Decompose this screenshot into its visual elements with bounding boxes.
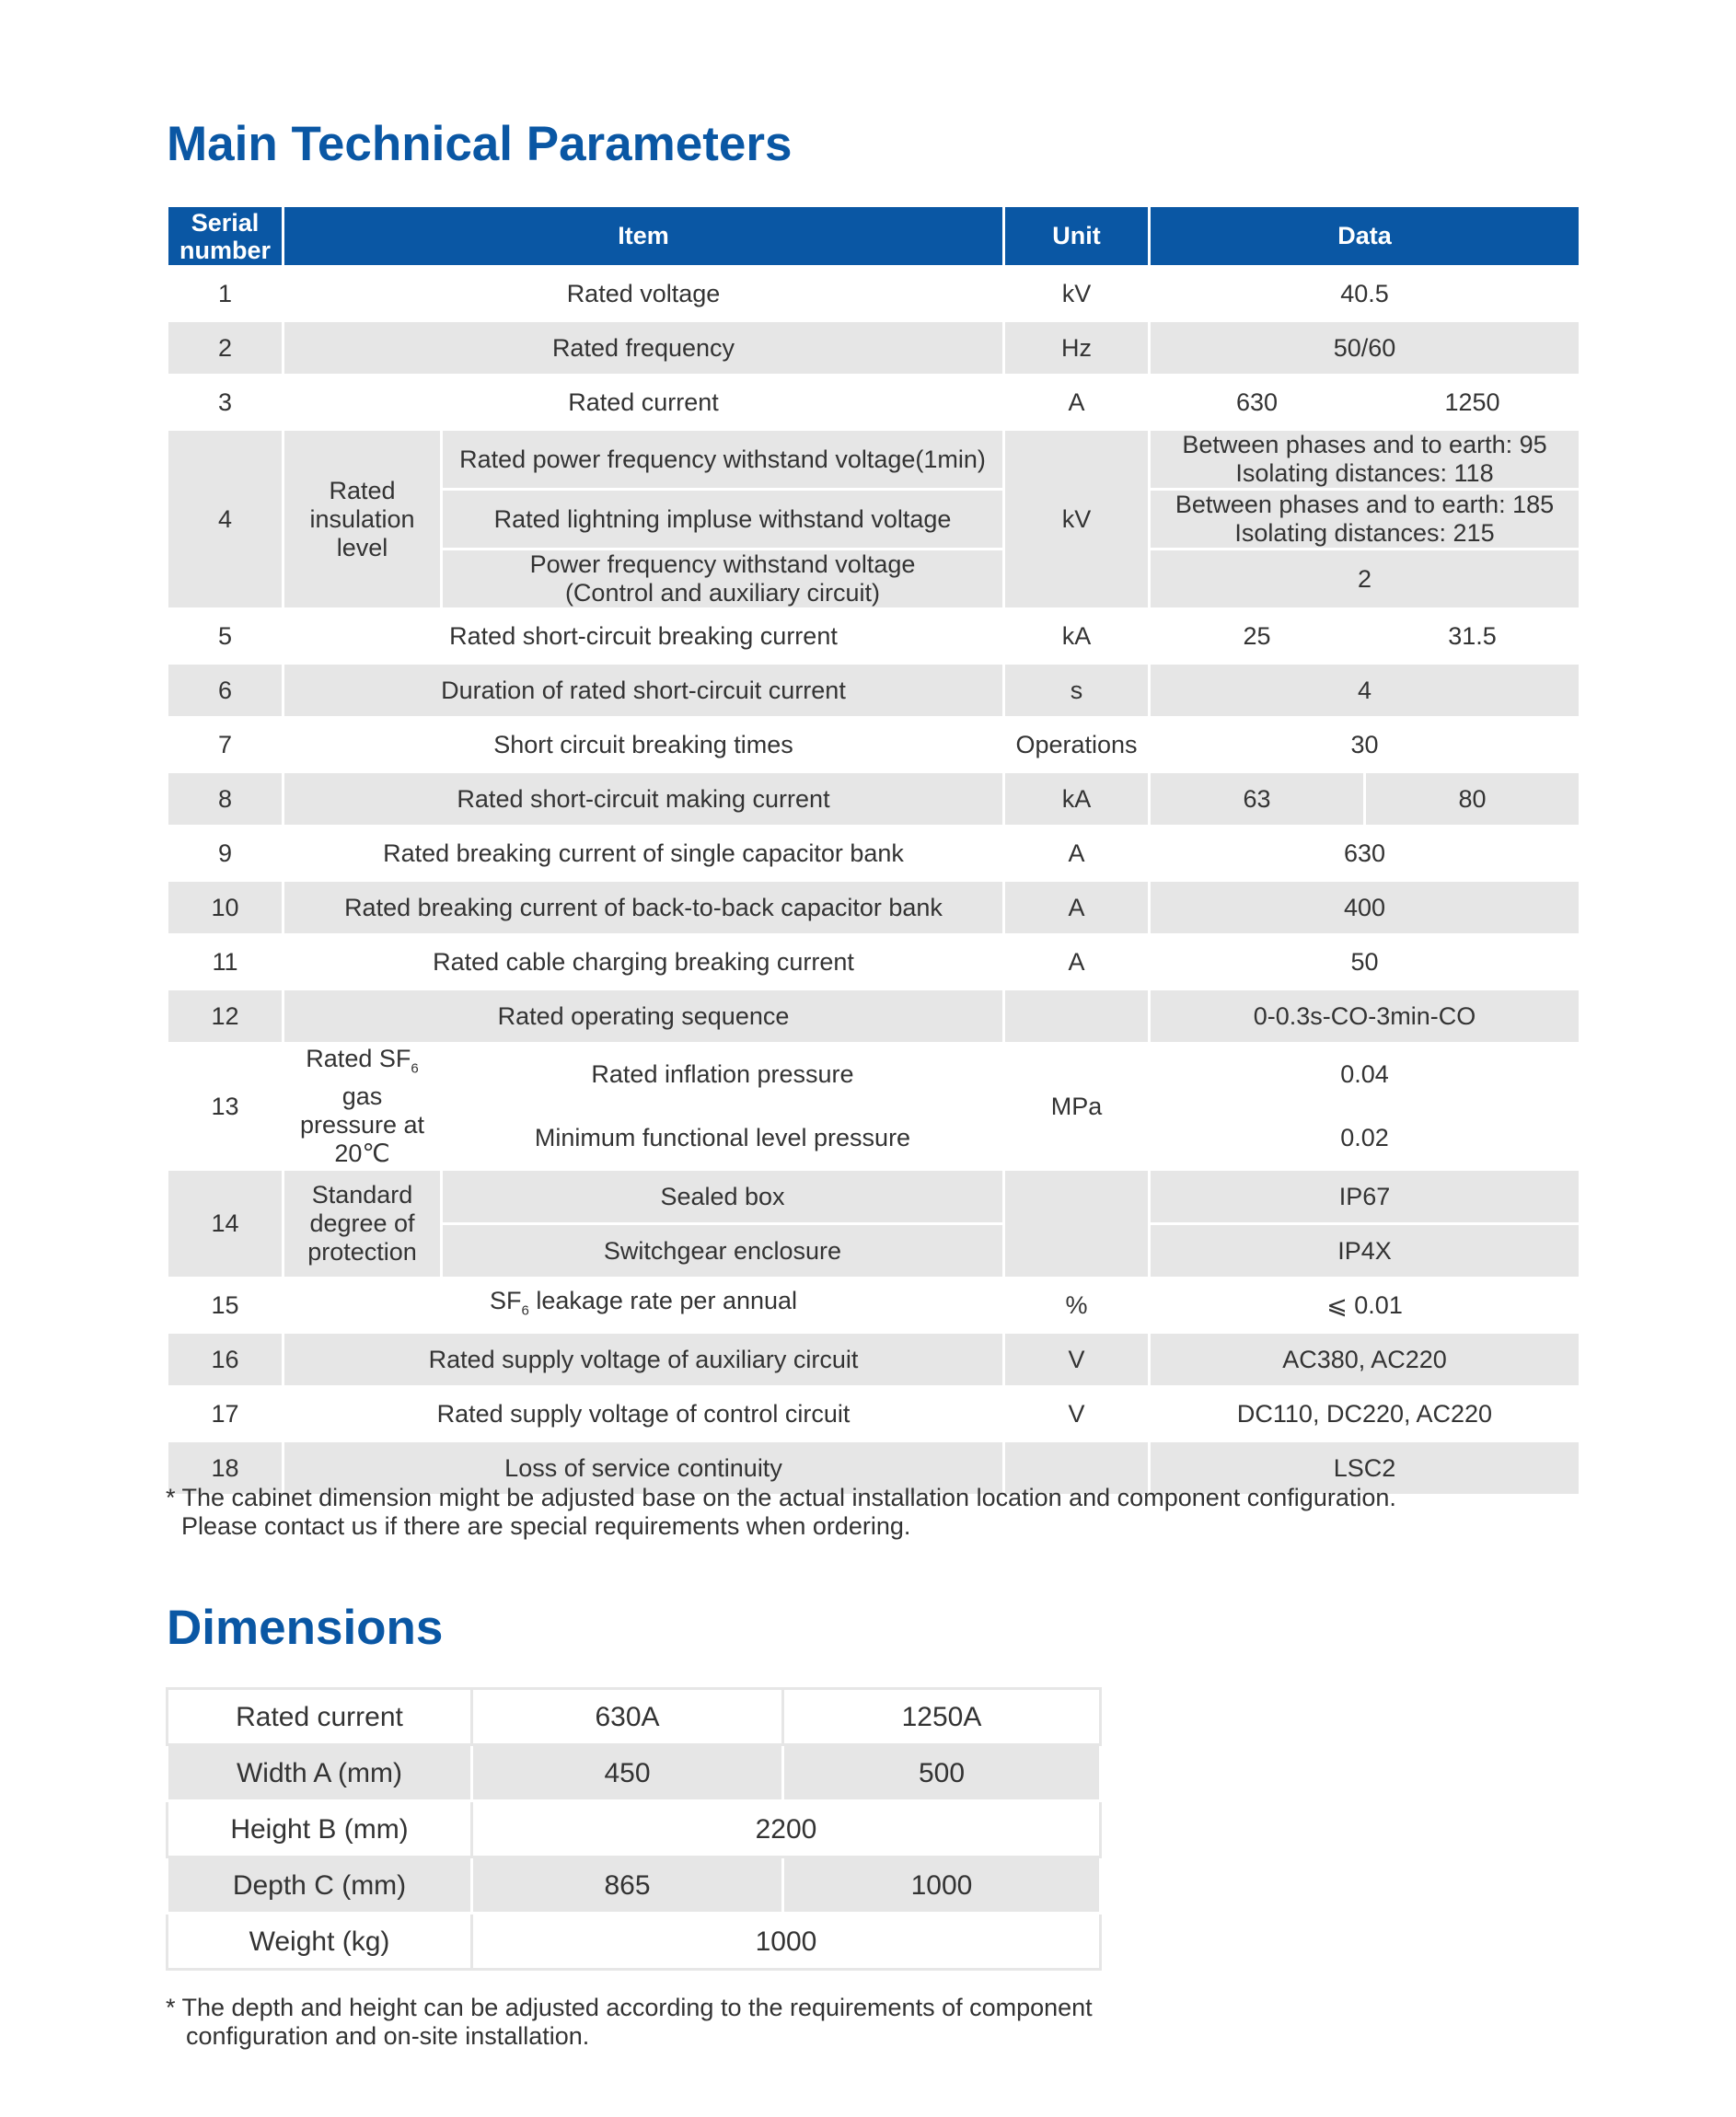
table-row <box>168 718 1580 772</box>
unit-cell: s <box>1004 664 1150 718</box>
table-row <box>168 1857 1101 1914</box>
table-row <box>168 827 1580 881</box>
item-cell: Rated current <box>284 376 1004 430</box>
serial-cell: 3 <box>168 376 284 430</box>
data-cell: 50 <box>1150 935 1580 989</box>
serial-cell: 14 <box>168 1170 284 1278</box>
serial-cell: 18 <box>168 1441 284 1496</box>
header-item: Item <box>284 206 1004 267</box>
table-row <box>168 430 1580 490</box>
dimension-label: Rated current <box>168 1689 472 1745</box>
serial-cell: 11 <box>168 935 284 989</box>
unit-cell: % <box>1004 1278 1150 1333</box>
main-technical-parameters-title: Main Technical Parameters <box>167 117 793 171</box>
item-cell: Minimum functional level pressure <box>442 1106 1004 1170</box>
dimension-label: Width A (mm) <box>168 1745 472 1801</box>
data-cell: IP67 <box>1150 1170 1580 1224</box>
item-cell: Rated breaking current of back-to-back capacitor bank <box>284 881 1004 935</box>
item-cell: Rated voltage <box>284 267 1004 321</box>
serial-cell: 17 <box>168 1387 284 1441</box>
data-cell: 50/60 <box>1150 321 1580 376</box>
table-header-row <box>168 206 1580 267</box>
header-unit: Unit <box>1004 206 1150 267</box>
serial-cell: 13 <box>168 1044 284 1170</box>
unit-cell <box>1004 989 1150 1044</box>
table-row <box>168 935 1580 989</box>
dimension-value-630a: 630A <box>472 1689 783 1745</box>
item-cell: Loss of service continuity <box>284 1441 1004 1496</box>
item-cell: Short circuit breaking times <box>284 718 1004 772</box>
data-cell: 2 <box>1150 549 1580 609</box>
item-cell: Rated power frequency withstand voltage(1min) <box>442 430 1004 490</box>
data-cell-1250: 31.5 <box>1365 609 1580 664</box>
serial-cell: 15 <box>168 1278 284 1333</box>
table-row <box>168 1801 1101 1857</box>
dimension-value-1250a: 1250A <box>783 1689 1101 1745</box>
unit-cell: kV <box>1004 430 1150 609</box>
unit-cell: kA <box>1004 772 1150 827</box>
unit-cell: kA <box>1004 609 1150 664</box>
dimension-value-1250a: 500 <box>783 1745 1101 1801</box>
dimension-value-630a: 865 <box>472 1857 783 1914</box>
table-row <box>168 1333 1580 1387</box>
item-cell: Rated short-circuit breaking current <box>284 609 1004 664</box>
data-cell: 630 <box>1150 827 1580 881</box>
item-cell: Sealed box <box>442 1170 1004 1224</box>
unit-cell: Hz <box>1004 321 1150 376</box>
data-cell: ⩽ 0.01 <box>1150 1278 1580 1333</box>
serial-cell: 4 <box>168 430 284 609</box>
data-cell: Between phases and to earth: 185 Isolating distances: 215 <box>1150 490 1580 549</box>
table-row <box>168 772 1580 827</box>
header-data: Data <box>1150 206 1580 267</box>
dimension-value-630a: 450 <box>472 1745 783 1801</box>
table-row <box>168 267 1580 321</box>
dimensions-table <box>166 1687 1102 1971</box>
table-row <box>168 989 1580 1044</box>
data-cell: 0.04 <box>1150 1044 1580 1107</box>
data-cell: 4 <box>1150 664 1580 718</box>
data-cell: 30 <box>1150 718 1580 772</box>
data-cell-630: 630 <box>1150 376 1365 430</box>
unit-cell: A <box>1004 827 1150 881</box>
serial-cell: 12 <box>168 989 284 1044</box>
item-cell: Rated breaking current of single capacitor bank <box>284 827 1004 881</box>
data-cell: 0-0.3s-CO-3min-CO <box>1150 989 1580 1044</box>
table-row <box>168 1170 1580 1224</box>
dimension-label: Depth C (mm) <box>168 1857 472 1914</box>
serial-cell: 2 <box>168 321 284 376</box>
item-cell: Rated short-circuit making current <box>284 772 1004 827</box>
group-cell: Rated insulation level <box>284 430 442 609</box>
item-cell: Rated cable charging breaking current <box>284 935 1004 989</box>
data-cell: 0.02 <box>1150 1106 1580 1170</box>
unit-cell: A <box>1004 935 1150 989</box>
dimension-label: Weight (kg) <box>168 1914 472 1970</box>
table-row <box>168 1044 1580 1107</box>
item-cell: Switchgear enclosure <box>442 1224 1004 1278</box>
table-row <box>168 1914 1101 1970</box>
item-cell: $SF_6$ leakage rate per annual <box>284 1278 1004 1333</box>
table-row <box>168 376 1580 430</box>
data-cell-630: 25 <box>1150 609 1365 664</box>
dimension-label: Height B (mm) <box>168 1801 472 1857</box>
group-cell: Standard degree of protection <box>284 1170 442 1278</box>
table-row <box>168 1278 1580 1333</box>
serial-cell: 16 <box>168 1333 284 1387</box>
table-row <box>168 609 1580 664</box>
unit-cell: MPa <box>1004 1044 1150 1170</box>
dimensions-title: Dimensions <box>167 1601 444 1655</box>
unit-cell: V <box>1004 1387 1150 1441</box>
data-cell: 40.5 <box>1150 267 1580 321</box>
cabinet-dimension-note: * The cabinet dimension might be adjusted base on the actual installation location and component configuration. Please contact us if there are special requirements when ordering. <box>166 1484 1396 1540</box>
item-cell: Power frequency withstand voltage (Control and auxiliary circuit) <box>442 549 1004 609</box>
data-cell: Between phases and to earth: 95 Isolating distances: 118 <box>1150 430 1580 490</box>
item-cell: Rated supply voltage of auxiliary circuit <box>284 1333 1004 1387</box>
item-cell: Rated lightning impluse withstand voltage <box>442 490 1004 549</box>
data-cell-1250: 1250 <box>1365 376 1580 430</box>
serial-cell: 5 <box>168 609 284 664</box>
serial-cell: 7 <box>168 718 284 772</box>
data-cell: 400 <box>1150 881 1580 935</box>
serial-cell: 9 <box>168 827 284 881</box>
table-row <box>168 1745 1101 1801</box>
unit-cell: Operations <box>1004 718 1150 772</box>
unit-cell: kV <box>1004 267 1150 321</box>
item-cell: Rated supply voltage of control circuit <box>284 1387 1004 1441</box>
table-row <box>168 881 1580 935</box>
serial-cell: 10 <box>168 881 284 935</box>
data-cell-630: 63 <box>1150 772 1365 827</box>
table-row <box>168 1689 1101 1745</box>
header-serial-number: Serial number <box>168 206 284 267</box>
group-cell: Rated $SF_6$ gas pressure at 20℃ <box>284 1044 442 1170</box>
data-cell: LSC2 <box>1150 1441 1580 1496</box>
data-cell: DC110, DC220, AC220 <box>1150 1387 1580 1441</box>
dimension-value: 1000 <box>472 1914 1101 1970</box>
item-cell: Duration of rated short-circuit current <box>284 664 1004 718</box>
item-cell: Rated frequency <box>284 321 1004 376</box>
technical-parameters-table <box>166 204 1581 1497</box>
unit-cell: V <box>1004 1333 1150 1387</box>
dimensions-note: * The depth and height can be adjusted according to the requirements of component configuration and on-site installation. <box>166 1994 1093 2050</box>
unit-cell: A <box>1004 376 1150 430</box>
data-cell: IP4X <box>1150 1224 1580 1278</box>
table-row <box>168 1387 1580 1441</box>
serial-cell: 1 <box>168 267 284 321</box>
serial-cell: 6 <box>168 664 284 718</box>
data-cell-1250: 80 <box>1365 772 1580 827</box>
item-cell: Rated inflation pressure <box>442 1044 1004 1107</box>
table-row <box>168 321 1580 376</box>
dimension-value: 2200 <box>472 1801 1101 1857</box>
unit-cell <box>1004 1170 1150 1278</box>
dimension-value-1250a: 1000 <box>783 1857 1101 1914</box>
serial-cell: 8 <box>168 772 284 827</box>
item-cell: Rated operating sequence <box>284 989 1004 1044</box>
table-row <box>168 664 1580 718</box>
data-cell: AC380, AC220 <box>1150 1333 1580 1387</box>
unit-cell: A <box>1004 881 1150 935</box>
